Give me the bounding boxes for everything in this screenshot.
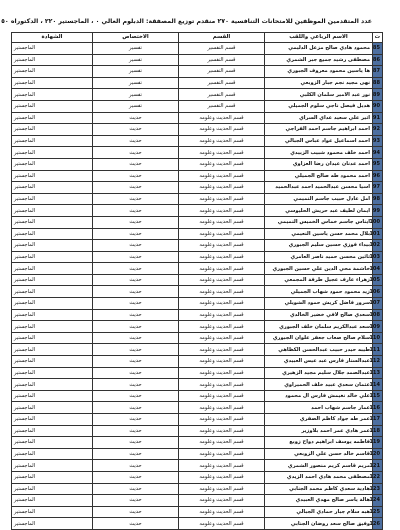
cell-department: قسم الحديث وعلومه [179, 460, 265, 472]
cell-department: قسم الحديث وعلومه [179, 448, 265, 460]
row-number: 93 [373, 135, 383, 147]
cell-specialization: تفسير [93, 77, 179, 89]
row-number: 92 [373, 124, 383, 136]
table-row [12, 495, 383, 507]
cell-full-name: مصطفى رشيد جميع جبر الشمري [265, 54, 373, 66]
cell-full-name: محمود هادي صالح مزعل الدليمي [265, 43, 373, 55]
cell-certificate: الماجستير [12, 100, 93, 112]
cell-department: قسم الحديث وعلومه [179, 182, 265, 194]
cell-department: قسم الحديث وعلومه [179, 506, 265, 518]
cell-full-name: سعد عبدالكريم سلمان خلف الجبوري [265, 321, 373, 333]
cell-certificate: الماجستير [12, 414, 93, 426]
cell-full-name: اسيا محسن عبدالحميد احمد عبدالحميد [265, 182, 373, 194]
cell-certificate: الماجستير [12, 471, 93, 483]
row-number: 123 [373, 483, 383, 495]
cell-full-name: ثائين محسن حميد ناصر العامري [265, 251, 373, 263]
cell-full-name: سعدي صالح لافي خضير الخالدي [265, 309, 373, 321]
table-row [12, 193, 383, 205]
applicants-table [11, 32, 383, 530]
row-number: 113 [373, 367, 383, 379]
table-row [12, 356, 383, 368]
row-number: 91 [373, 112, 383, 124]
cell-specialization: حديث [93, 344, 179, 356]
cell-department: قسم الحديث وعلومه [179, 228, 265, 240]
cell-certificate: الماجستير [12, 344, 93, 356]
row-number: 103 [373, 251, 383, 263]
row-number: 89 [373, 89, 383, 101]
row-number: 121 [373, 460, 383, 472]
cell-full-name: هادية سعدي كاظم محمد الجنابي [265, 483, 373, 495]
row-number: 120 [373, 448, 383, 460]
header-num: ت [373, 33, 383, 43]
table-row [12, 471, 383, 483]
table-row [12, 367, 383, 379]
cell-full-name: خاشمة محي الدين علي حسين الجبوري [265, 263, 373, 275]
table-header-row [12, 33, 383, 43]
cell-department: قسم الحديث وعلومه [179, 286, 265, 298]
cell-department: قسم الحديث وعلومه [179, 495, 265, 507]
cell-full-name: احمد محمود طه صالح الجميلي [265, 170, 373, 182]
cell-certificate: الماجستير [12, 182, 93, 194]
cell-certificate: الماجستير [12, 205, 93, 217]
cell-specialization: حديث [93, 274, 179, 286]
cell-department: قسم الحديث وعلومه [179, 321, 265, 333]
cell-full-name: بيداء فوزي حسين سليم الجبوري [265, 240, 373, 252]
cell-department: قسم الحديث وعلومه [179, 379, 265, 391]
cell-full-name: ايمان لطيف عبد حريش الحليوسي [265, 205, 373, 217]
cell-department: قسم الحديث وعلومه [179, 216, 265, 228]
table-row [12, 448, 383, 460]
cell-full-name: عمر هادي عمر احمد بلاوزير [265, 425, 373, 437]
cell-certificate: الماجستير [12, 286, 93, 298]
cell-certificate: الماجستير [12, 77, 93, 89]
row-number: 99 [373, 205, 383, 217]
cell-certificate: الماجستير [12, 274, 93, 286]
cell-department: قسم الحديث وعلومه [179, 518, 265, 530]
cell-full-name: اثير علي سعيد عداي السراي [265, 112, 373, 124]
row-number: 111 [373, 344, 383, 356]
cell-full-name: عثمان سعدي عبيد خلف الحميراوي [265, 379, 373, 391]
cell-full-name: فاطمه يوسف ابراهيم دواح زوبع [265, 437, 373, 449]
table-row [12, 263, 383, 275]
cell-department: قسم الحديث وعلومه [179, 263, 265, 275]
row-number: 90 [373, 100, 383, 112]
cell-certificate: الماجستير [12, 332, 93, 344]
table-row [12, 89, 383, 101]
cell-certificate: الماجستير [12, 321, 93, 333]
table-row [12, 43, 383, 55]
cell-full-name: احمد عدنان عيدان رضا العزاوي [265, 158, 373, 170]
cell-department: قسم الحديث وعلومه [179, 402, 265, 414]
table-row [12, 77, 383, 89]
cell-full-name: زيد محمود حمود شهاب الجميلي [265, 286, 373, 298]
table-row [12, 66, 383, 78]
cell-certificate: الماجستير [12, 379, 93, 391]
header-spec: الاختصاص [93, 33, 179, 43]
cell-certificate: الماجستير [12, 298, 93, 310]
row-number: 86 [373, 54, 383, 66]
cell-certificate: الماجستير [12, 437, 93, 449]
cell-specialization: حديث [93, 402, 179, 414]
cell-full-name: سرور فاضل كريش حمود الشويلي [265, 298, 373, 310]
cell-certificate: الماجستير [12, 158, 93, 170]
row-number: 105 [373, 274, 383, 286]
cell-full-name: وفيق صالح سعد روضان الجنابي [265, 518, 373, 530]
cell-full-name: عمار جاسم شهاب احمد [265, 402, 373, 414]
cell-department: قسم الحديث وعلومه [179, 193, 265, 205]
table-row [12, 240, 383, 252]
table-row [12, 379, 383, 391]
cell-department: قسم التفسير [179, 89, 265, 101]
cell-full-name: امل عادل حبيب جاسم التميمي [265, 193, 373, 205]
cell-full-name: نور عبد الامير سلمان الكلبي [265, 89, 373, 101]
cell-department: قسم الحديث وعلومه [179, 298, 265, 310]
cell-certificate: الماجستير [12, 147, 93, 159]
table-body [12, 43, 383, 530]
cell-specialization: حديث [93, 251, 179, 263]
cell-full-name: طيبه حيدر حبيب عبدالحسن الكظاهي [265, 344, 373, 356]
table-row [12, 274, 383, 286]
document-title: عدد المتقدمين الموظفين للامتحانات التنافسية ٢٧٠ منقدم توزيع المصفقة: الدبلوم العالي ٠ ، الماجستير ٢٢٠ ، الدكتوراه ٥٠ [1, 18, 372, 25]
cell-department: قسم الحديث وعلومه [179, 251, 265, 263]
row-number: 118 [373, 425, 383, 437]
cell-specialization: حديث [93, 193, 179, 205]
cell-department: قسم التفسير [179, 100, 265, 112]
cell-department: قسم الحديث وعلومه [179, 367, 265, 379]
table-row [12, 321, 383, 333]
cell-certificate: الماجستير [12, 124, 93, 136]
cell-certificate: الماجستير [12, 518, 93, 530]
cell-specialization: حديث [93, 437, 179, 449]
cell-certificate: الماجستير [12, 506, 93, 518]
cell-department: قسم الحديث وعلومه [179, 390, 265, 402]
cell-specialization: تفسير [93, 43, 179, 55]
cell-specialization: حديث [93, 135, 179, 147]
cell-certificate: الماجستير [12, 367, 93, 379]
cell-specialization: حديث [93, 228, 179, 240]
cell-certificate: الماجستير [12, 43, 93, 55]
cell-specialization: حديث [93, 448, 179, 460]
cell-full-name: هبه سلام جبار حمادي الجبالي [265, 506, 373, 518]
cell-specialization: حديث [93, 390, 179, 402]
table-row [12, 414, 383, 426]
row-number: 106 [373, 286, 383, 298]
header-name: الاسم الرباعي واللقب [265, 33, 373, 43]
table-row [12, 205, 383, 217]
cell-specialization: حديث [93, 425, 179, 437]
cell-certificate: الماجستير [12, 54, 93, 66]
row-number: 87 [373, 66, 383, 78]
table-row [12, 425, 383, 437]
cell-full-name: هالة ياسر صالح مهدي العبيدي [265, 495, 373, 507]
cell-specialization: حديث [93, 216, 179, 228]
table-row [12, 390, 383, 402]
cell-specialization: تفسير [93, 100, 179, 112]
table-row [12, 402, 383, 414]
cell-specialization: تفسير [93, 66, 179, 78]
cell-specialization: حديث [93, 158, 179, 170]
row-number: 124 [373, 495, 383, 507]
cell-full-name: زهراء عارف عجيل طرفة المجمعي [265, 274, 373, 286]
cell-full-name: سلام صالح صعاب جعفر علوان الجبوري [265, 332, 373, 344]
row-number: 117 [373, 414, 383, 426]
cell-full-name: مريم قاسم كريم منصور الشمري [265, 460, 373, 472]
cell-department: قسم الحديث وعلومه [179, 170, 265, 182]
cell-department: قسم الحديث وعلومه [179, 158, 265, 170]
cell-specialization: تفسير [93, 54, 179, 66]
row-number: 109 [373, 321, 383, 333]
cell-specialization: حديث [93, 147, 179, 159]
row-number: 126 [373, 518, 383, 530]
row-number: 94 [373, 147, 383, 159]
table-row [12, 124, 383, 136]
cell-certificate: الماجستير [12, 483, 93, 495]
cell-certificate: الماجستير [12, 240, 93, 252]
cell-certificate: الماجستير [12, 112, 93, 124]
cell-certificate: الماجستير [12, 216, 93, 228]
cell-certificate: الماجستير [12, 495, 93, 507]
cell-certificate: الماجستير [12, 251, 93, 263]
table-row [12, 506, 383, 518]
row-number: 119 [373, 437, 383, 449]
cell-full-name: احمد خلف محمود شبيب الزبيدي [265, 147, 373, 159]
row-number: 101 [373, 228, 383, 240]
cell-full-name: قاسم خالد حسن علي الزوبعي [265, 448, 373, 460]
table-row [12, 309, 383, 321]
cell-department: قسم التفسير [179, 43, 265, 55]
cell-certificate: الماجستير [12, 263, 93, 275]
cell-specialization: حديث [93, 518, 179, 530]
row-number: 116 [373, 402, 383, 414]
header-dept: القسم [179, 33, 265, 43]
cell-specialization: حديث [93, 379, 179, 391]
cell-certificate: الماجستير [12, 356, 93, 368]
cell-department: قسم الحديث وعلومه [179, 240, 265, 252]
row-number: 96 [373, 170, 383, 182]
cell-specialization: حديث [93, 240, 179, 252]
cell-department: قسم الحديث وعلومه [179, 274, 265, 286]
table-row [12, 286, 383, 298]
cell-department: قسم الحديث وعلومه [179, 147, 265, 159]
cell-full-name: مصطفى محمد هادي احمد الزيدي [265, 471, 373, 483]
table-row [12, 518, 383, 530]
row-number: 98 [373, 193, 383, 205]
cell-specialization: حديث [93, 170, 179, 182]
cell-certificate: الماجستير [12, 448, 93, 460]
row-number: 110 [373, 332, 383, 344]
cell-certificate: الماجستير [12, 170, 93, 182]
cell-certificate: الماجستير [12, 89, 93, 101]
cell-department: قسم الحديث وعلومه [179, 471, 265, 483]
table-row [12, 54, 383, 66]
table-row [12, 251, 383, 263]
row-number: 125 [373, 506, 383, 518]
cell-specialization: حديث [93, 309, 179, 321]
cell-specialization: حديث [93, 298, 179, 310]
row-number: 107 [373, 298, 383, 310]
cell-department: قسم الحديث وعلومه [179, 205, 265, 217]
table-row [12, 483, 383, 495]
cell-full-name: نهى مجيد نجم جبار الزوبعي [265, 77, 373, 89]
cell-full-name: عمر طه جواد كاظم الصفري [265, 414, 373, 426]
cell-specialization: حديث [93, 471, 179, 483]
cell-specialization: حديث [93, 367, 179, 379]
row-number: 100 [373, 216, 383, 228]
table-row [12, 344, 383, 356]
cell-department: قسم الحديث وعلومه [179, 112, 265, 124]
row-number: 104 [373, 263, 383, 275]
cell-department: قسم التفسير [179, 77, 265, 89]
row-number: 115 [373, 390, 383, 402]
cell-specialization: حديث [93, 506, 179, 518]
cell-full-name: احمد اسماعيل عواد عباس الجبالي [265, 135, 373, 147]
cell-specialization: حديث [93, 495, 179, 507]
cell-certificate: الماجستير [12, 460, 93, 472]
table-row [12, 158, 383, 170]
row-number: 88 [373, 77, 383, 89]
table-row [12, 112, 383, 124]
cell-specialization: حديث [93, 112, 179, 124]
table-row [12, 100, 383, 112]
row-number: 102 [373, 240, 383, 252]
table-row [12, 332, 383, 344]
cell-full-name: ها ياسين محمود معروف الجبوري [265, 66, 373, 78]
cell-specialization: حديث [93, 205, 179, 217]
cell-specialization: حديث [93, 460, 179, 472]
cell-certificate: الماجستير [12, 66, 93, 78]
cell-certificate: الماجستير [12, 193, 93, 205]
cell-department: قسم الحديث وعلومه [179, 425, 265, 437]
cell-full-name: بلال محمد حسن ياسين النعيمي [265, 228, 373, 240]
table-row [12, 216, 383, 228]
cell-certificate: الماجستير [12, 228, 93, 240]
cell-department: قسم الحديث وعلومه [179, 124, 265, 136]
cell-full-name: عبدالستار فارس عبد عيس العبيدي [265, 356, 373, 368]
cell-department: قسم التفسير [179, 66, 265, 78]
cell-full-name: علي خالد نغيمش فارس ال محمود [265, 390, 373, 402]
cell-department: قسم الحديث وعلومه [179, 356, 265, 368]
cell-specialization: تفسير [93, 89, 179, 101]
cell-certificate: الماجستير [12, 309, 93, 321]
cell-department: قسم الحديث وعلومه [179, 414, 265, 426]
row-number: 112 [373, 356, 383, 368]
row-number: 95 [373, 158, 383, 170]
cell-specialization: حديث [93, 356, 179, 368]
cell-specialization: حديث [93, 414, 179, 426]
cell-department: قسم الحديث وعلومه [179, 344, 265, 356]
cell-specialization: حديث [93, 321, 179, 333]
cell-full-name: هديل فيصل ناجي سلوم الجميلي [265, 100, 373, 112]
table-row [12, 170, 383, 182]
cell-department: قسم الحديث وعلومه [179, 483, 265, 495]
row-number: 122 [373, 471, 383, 483]
cell-department: قسم الحديث وعلومه [179, 135, 265, 147]
cell-department: قسم الحديث وعلومه [179, 437, 265, 449]
cell-specialization: حديث [93, 483, 179, 495]
cell-specialization: حديث [93, 332, 179, 344]
cell-certificate: الماجستير [12, 425, 93, 437]
row-number: 108 [373, 309, 383, 321]
cell-department: قسم الحديث وعلومه [179, 309, 265, 321]
row-number: 114 [373, 379, 383, 391]
header-cert: الشهادة [12, 33, 93, 43]
cell-specialization: حديث [93, 124, 179, 136]
cell-certificate: الماجستير [12, 390, 93, 402]
cell-certificate: الماجستير [12, 402, 93, 414]
cell-specialization: حديث [93, 286, 179, 298]
table-row [12, 460, 383, 472]
table-row [12, 135, 383, 147]
cell-full-name: عبدالصمد جلال سليم مجيد الزهيري [265, 367, 373, 379]
cell-specialization: حديث [93, 263, 179, 275]
row-number: 97 [373, 182, 383, 194]
cell-specialization: حديث [93, 182, 179, 194]
cell-full-name: احمد ابراهيم جاسم احمد الفراجي [265, 124, 373, 136]
cell-department: قسم التفسير [179, 54, 265, 66]
cell-certificate: الماجستير [12, 135, 93, 147]
table-row [12, 182, 383, 194]
cell-department: قسم الحديث وعلومه [179, 332, 265, 344]
table-row [12, 228, 383, 240]
table-row [12, 437, 383, 449]
table-row [12, 147, 383, 159]
cell-full-name: ايناس جاسم خماس الخميس التميمي [265, 216, 373, 228]
table-row [12, 298, 383, 310]
row-number: 85 [373, 43, 383, 55]
